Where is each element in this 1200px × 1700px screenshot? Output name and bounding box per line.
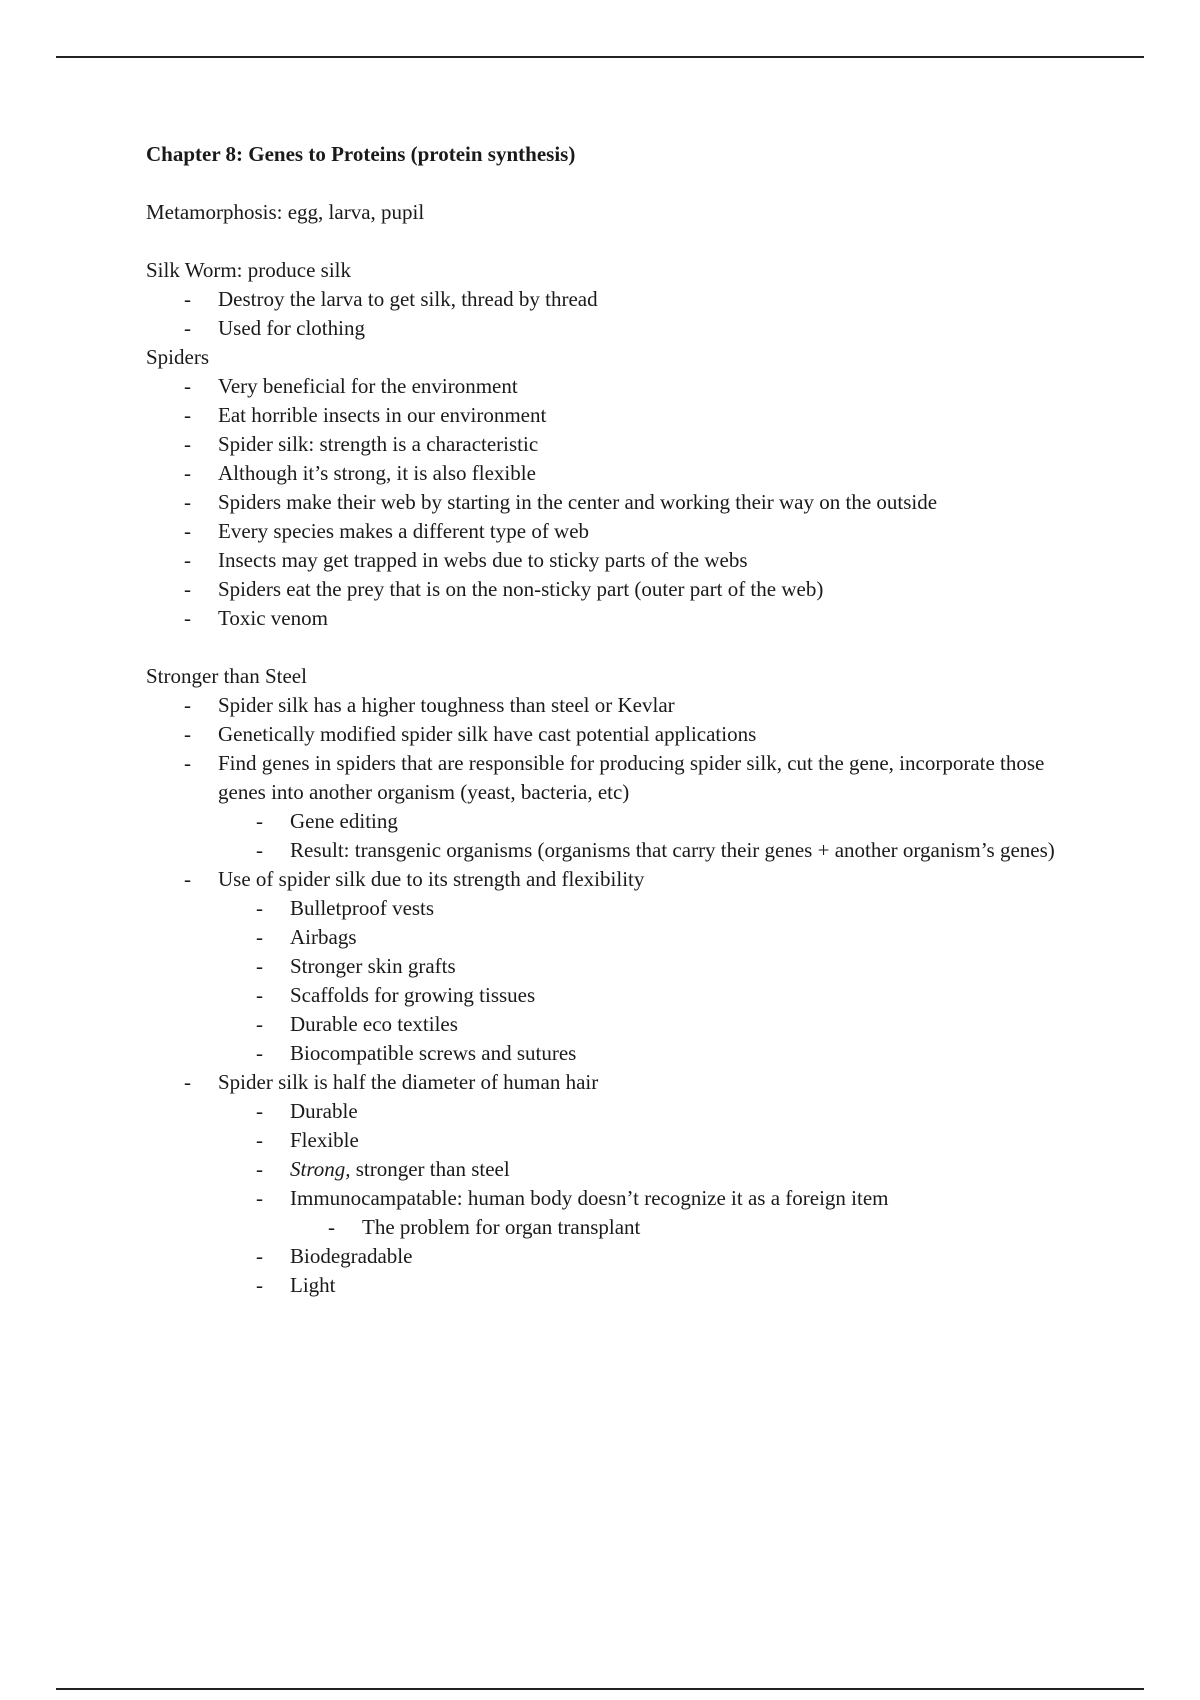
sub-list-item: - Result: transgenic organisms (organisms that carry their genes + another organism’s genes) bbox=[218, 836, 1066, 865]
list-item: - Spiders eat the prey that is on the non-sticky part (outer part of the web) bbox=[146, 575, 1066, 604]
sub-list-item: - Biodegradable bbox=[218, 1242, 1066, 1271]
sub-list-item: - Durable eco textiles bbox=[218, 1010, 1066, 1039]
steel-list bbox=[146, 691, 1066, 1300]
list-item: - Very beneficial for the environment bbox=[146, 372, 1066, 401]
sub-sub-list bbox=[290, 1213, 1066, 1242]
silkworm-heading: Silk Worm: produce silk bbox=[146, 258, 351, 282]
sub-list-item bbox=[218, 1155, 1066, 1184]
sub-list bbox=[218, 1097, 1066, 1300]
bottom-rule bbox=[56, 1688, 1144, 1690]
list-item bbox=[146, 865, 1066, 1068]
list-item-text: Immunocampatable: human body doesn’t recognize it as a foreign item bbox=[290, 1186, 889, 1210]
list-item bbox=[146, 720, 1066, 749]
list-item: - Although it’s strong, it is also flexible bbox=[146, 459, 1066, 488]
list-item: - Spider silk: strength is a characteristic bbox=[146, 430, 1066, 459]
sub-list-item: - Airbags bbox=[218, 923, 1066, 952]
sub-list-item: - Gene editing bbox=[218, 807, 1066, 836]
strong-italic: Strong, bbox=[290, 1157, 351, 1181]
steel-heading: Stronger than Steel bbox=[146, 664, 307, 688]
strong-rest: stronger than steel bbox=[350, 1157, 510, 1181]
list-item bbox=[146, 749, 1066, 865]
document-body bbox=[146, 140, 1066, 1300]
list-item: - Toxic venom bbox=[146, 604, 1066, 633]
list-item: - Eat horrible insects in our environment bbox=[146, 401, 1066, 430]
list-item-text: Spider silk is half the diameter of human hair bbox=[218, 1070, 599, 1094]
list-item: - Used for clothing bbox=[146, 314, 1066, 343]
sub-list-item: - Biocompatible screws and sutures bbox=[218, 1039, 1066, 1068]
list-item bbox=[146, 691, 1066, 720]
top-rule bbox=[56, 56, 1144, 58]
list-item: - Insects may get trapped in webs due to sticky parts of the webs bbox=[146, 546, 1066, 575]
sub-list bbox=[218, 894, 1066, 1068]
sub-list-item: - Durable bbox=[218, 1097, 1066, 1126]
list-item-text: Use of spider silk due to its strength and flexibility bbox=[218, 867, 645, 891]
sub-list-item: - Bulletproof vests bbox=[218, 894, 1066, 923]
silkworm-list bbox=[146, 285, 1066, 343]
sub-list-item: - Flexible bbox=[218, 1126, 1066, 1155]
page-title: Chapter 8: Genes to Proteins (protein synthesis) bbox=[146, 142, 576, 166]
list-item: - Destroy the larva to get silk, thread by thread bbox=[146, 285, 1066, 314]
list-item: - Every species makes a different type of web bbox=[146, 517, 1066, 546]
list-item-text: Find genes in spiders that are responsible for producing spider silk, cut the gene, incorporate those genes into another organism (yeast, bacteria, etc) bbox=[218, 751, 1045, 804]
sub-list bbox=[218, 807, 1066, 865]
sub-list-item: - Scaffolds for growing tissues bbox=[218, 981, 1066, 1010]
list-item-text: Spider silk has a higher toughness than steel or Kevlar bbox=[218, 693, 675, 717]
sub-sub-list-item: - The problem for organ transplant bbox=[290, 1213, 1066, 1242]
spiders-list bbox=[146, 372, 1066, 633]
sub-list-item: - Light bbox=[218, 1271, 1066, 1300]
spiders-heading: Spiders bbox=[146, 345, 209, 369]
list-item: - Spiders make their web by starting in the center and working their way on the outside bbox=[146, 488, 1066, 517]
list-item-text: Genetically modified spider silk have cast potential applications bbox=[218, 722, 757, 746]
sub-list-item: - Stronger skin grafts bbox=[218, 952, 1066, 981]
metamorphosis-line: Metamorphosis: egg, larva, pupil bbox=[146, 200, 425, 224]
sub-list-item bbox=[218, 1184, 1066, 1242]
list-item bbox=[146, 1068, 1066, 1300]
